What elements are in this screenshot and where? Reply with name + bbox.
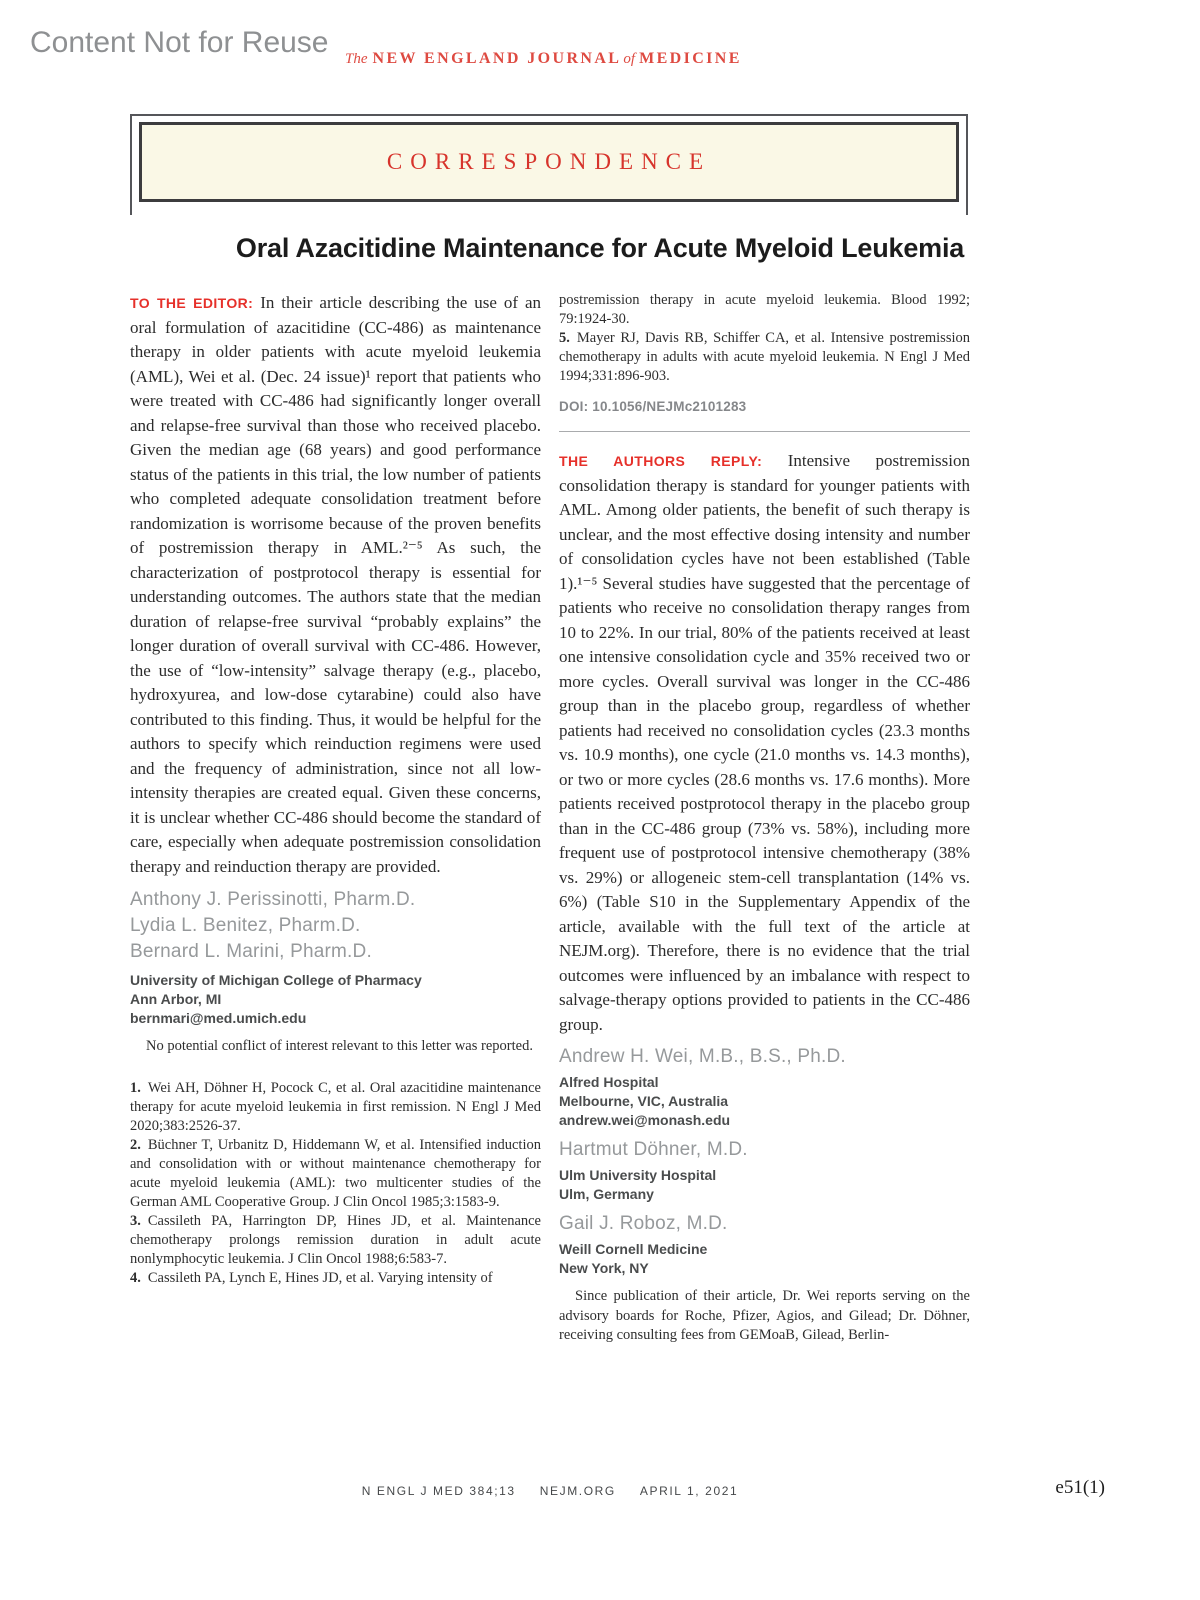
reply-author-block [559,1137,970,1204]
footer-site: NEJM.ORG [539,1484,616,1498]
affiliation-line: Weill Cornell Medicine [559,1241,708,1257]
affiliation-line: New York, NY [559,1260,649,1276]
conflict-statement: No potential conflict of interest relevant to this letter was reported. [146,1038,533,1054]
author-name: Bernard L. Marini, Pharm.D. [130,941,372,962]
reference-number: 4. [130,1269,141,1286]
reference-text: Cassileth PA, Harrington DP, Hines JD, et al. Maintenance chemotherapy prolongs remission duration in adult acute nonlymphocytic leukemia. J Clin Oncol 1988;6:583-7. [130,1212,541,1267]
reference-text: Wei AH, Döhner H, Pocock C, et al. Oral azacitidine maintenance therapy for acute myeloid leukemia in first remission. N Engl J Med 2020;383:2526-37. [130,1079,541,1134]
reference-text: Cassileth PA, Lynch E, Hines JD, et al. Varying intensity of [147,1269,493,1286]
affiliation-line: Ulm, Germany [559,1186,654,1202]
reply-author-name: Gail J. Roboz, M.D. [559,1213,728,1234]
banner-label: CORRESPONDENCE [386,149,712,174]
reply-author-name: Hartmut Döhner, M.D. [559,1139,748,1160]
banner-inner-box [139,122,959,202]
reference-item [559,329,970,386]
affiliation-line: Melbourne, VIC, Australia [559,1093,729,1109]
reply-author-affiliation [559,1166,970,1204]
footer-citation [130,1484,970,1498]
article-title: Oral Azacitidine Maintenance for Acute Myeloid Leukemia [235,233,965,263]
email-address: bernmari@med.umich.edu [130,1010,307,1026]
reply-author-affiliation [559,1240,970,1278]
letter-authors [130,887,541,965]
reply-author-block [559,1211,970,1278]
watermark-text: Content Not for Reuse [30,26,329,59]
reference-item [130,1136,541,1212]
reply-author-name: Andrew H. Wei, M.B., B.S., Ph.D. [559,1046,846,1067]
nejm-masthead [345,50,742,68]
letter-body: In their article describing the use of an oral formulation of azacitidine (CC-486) as maintenance therapy in older patients with acute myeloid leukemia (AML), Wei et al. (Dec. 24 issue)¹ report that patients who were treated with CC-486 had significantly longer overall and relapse-free survival than those who received placebo. Given the median age (68 years) and good performance status of the patients in this trial, the low number of patients who completed adequate consolidation treatment before randomization is worrisome because of the proven benefits of postremission therapy in AML.²⁻⁵ As such, the characterization of postprotocol therapy is essential for understanding outcomes. The authors state that the median duration of relapse-free survival “probably explains” the longer duration of overall survival with CC-486. However, the use of “low-intensity” salvage therapy (e.g., placebo, hydroxyurea, and low-dose cytarabine) could also have contributed to this finding. Thus, it would be helpful for the authors to specify which reinduction regimens were used and the frequency of administration, since not all low-intensity therapies are created equal. Given these concerns, it is unclear whether CC-486 should become the standard of care, especially when adequate postremission consolidation therapy and reinduction therapy are provided. [130,293,542,876]
reply-body: Intensive postremission consolidation therapy is standard for younger patients with AML. Among older patients, the benefit of such therapy is unclear, and the most effective dosing intensity and number of consolidation cycles have not been established (Table 1).¹⁻⁵ Several studies have suggested that the percentage of patients who receive no consolidation therapy ranges from 10 to 22%. In our trial, 80% of the patients received at least one intensive consolidation cycle and 35% received two or more cycles. Overall survival was longer in the CC-486 group than in the placebo group, regardless of whether patients had received no consolidation cycles (23.3 months vs. 10.9 months), one cycle (21.0 months vs. 14.3 months), or two or more cycles (28.6 months vs. 17.6 months). More patients received postprotocol therapy in the placebo group than in the CC-486 group (73% vs. 58%), including more frequent use of postprotocol intensive chemotherapy (38% vs. 29%) or allogeneic stem-cell transplantation (14% vs. 6%) (Table S10 in the Supplementary Appendix of the article, available with the full text of the article at NEJM.org). Therefore, there is no evidence that the trial outcomes were influenced by an imbalance with respect to salvage-therapy options provided to patients in the CC-486 group. [559,451,971,1034]
reference-text: Mayer RJ, Davis RB, Schiffer CA, et al. Intensive postremission chemotherapy in adults with acute myeloid leukemia. N Engl J Med 1994;331:896-903. [559,330,970,384]
reply-paragraph [559,449,970,1037]
reference-number: 1. [130,1079,141,1096]
masthead-the: The [345,51,368,67]
masthead-part2: MEDICINE [639,50,742,67]
author-name: Anthony J. Perissinotti, Pharm.D. [130,889,416,910]
author-name: Lydia L. Benitez, Pharm.D. [130,915,361,936]
reference-number: 3. [130,1212,141,1229]
reply-author-block [559,1044,970,1130]
doi-text: DOI: 10.1056/NEJMc2101283 [559,399,747,414]
disclosure-statement: Since publication of their article, Dr. Wei reports serving on the advisory boards for Roche, Pfizer, Agios, and Gilead; Dr. Döhner, receiving consulting fees from GEMoaB, Gilead, Berlin- [559,1288,970,1343]
reply-author-affiliation [559,1073,970,1130]
correspondence-banner [130,113,968,229]
footer-page-number: e51(1) [1055,1477,1105,1498]
footer-journal: N ENGL J MED 384;13 [361,1484,516,1498]
masthead-part1: NEW ENGLAND JOURNAL [372,50,622,67]
reference-text: Büchner T, Urbanitz D, Hiddemann W, et al. Intensified induction and consolidation with or without maintenance chemotherapy for acute myeloid leukemia (AML): two multicenter studies of the German AML Cooperative Group. J Clin Oncol 1985;3:1583-9. [130,1136,541,1210]
masthead-of: of [623,51,636,67]
article-columns [130,291,970,1346]
authors-reply-label: THE AUTHORS REPLY: [559,453,763,469]
letter-paragraph [130,291,541,879]
affiliation-line: Alfred Hospital [559,1074,659,1090]
affiliation-line: University of Michigan College of Pharmacy [130,972,422,988]
reference-item [130,1269,541,1288]
section-divider [559,431,970,432]
reference-number: 2. [130,1136,141,1153]
reference-number: 5. [559,330,570,346]
email-address: andrew.wei@monash.edu [559,1112,731,1128]
reference-continuation: postremission therapy in acute myeloid leukemia. Blood 1992; 79:1924-30. [559,292,970,327]
reference-item [130,1079,541,1136]
affiliation-line: Ulm University Hospital [559,1167,717,1183]
page-header [0,0,1200,113]
left-column [130,291,541,1346]
right-column [559,291,970,1346]
footer-date: APRIL 1, 2021 [639,1484,739,1498]
author-affiliation [130,971,541,1028]
to-the-editor-label: TO THE EDITOR: [130,295,254,311]
reference-list [130,1079,541,1288]
reference-item [130,1212,541,1269]
affiliation-line: Ann Arbor, MI [130,991,222,1007]
